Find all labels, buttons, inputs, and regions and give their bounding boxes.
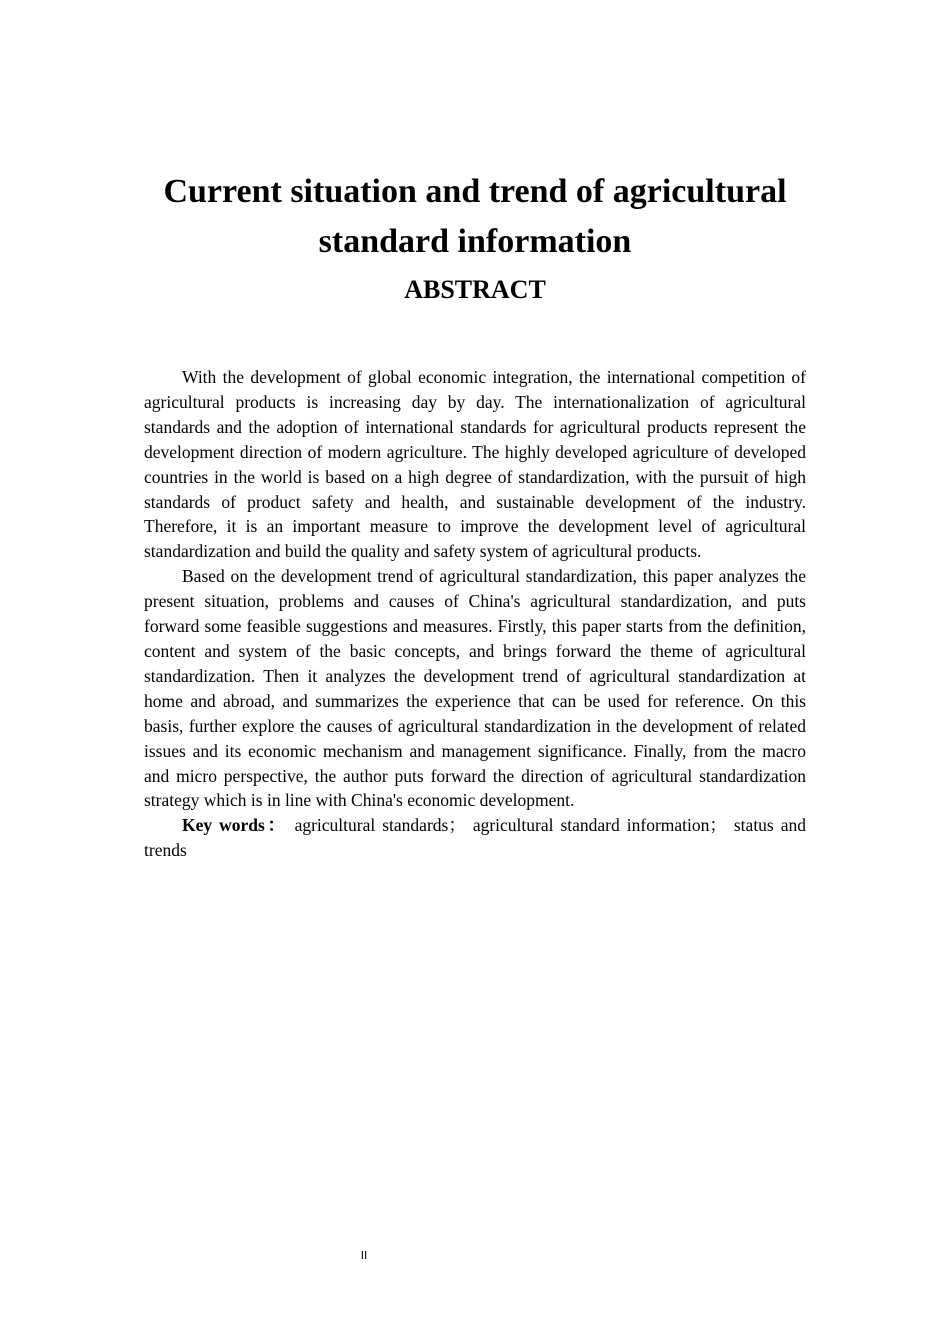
abstract-paragraph-2: Based on the development trend of agricultural standardization, this paper analyzes the present situation, problems and causes of China's agricultural standardization, and puts forward some feasible suggestions and measures. Firstly, this paper starts from the definition, content and system of the basic concepts, and brings forward the theme of agricultural standardization. Then it analyzes the development trend of agricultural standardization at home and abroad, and summarizes the experience that can be used for reference. On this basis, further explore the causes of agricultural standardization in the development of related issues and its economic mechanism and management significance. Finally, from the macro and micro perspective, the author puts forward the direction of agricultural standardization strategy which is in line with China's economic development. (144, 566, 806, 811)
keywords-text: agricultural standards； agricultural standard information； status and trends (144, 815, 807, 861)
abstract-heading: ABSTRACT (404, 275, 546, 304)
keywords-label: Key words： (182, 815, 288, 836)
abstract-paragraph-1: With the development of global economic integration, the international competition of agricultural products is increasing day by day. The internationalization of agricultural standards and the adoption of international standards for agricultural products represent the development direction of modern agriculture. The highly developed agriculture of developed countries in the world is based on a high degree of standardization, with the pursuit of high standards of product safety and health, and sustainable development of the industry. Therefore, it is an important measure to improve the development level of agricultural standardization and build the quality and safety system of agricultural products. (144, 367, 806, 562)
document-title: Current situation and trend of agricultural standard information (163, 173, 787, 260)
page-number: II (360, 1249, 368, 1262)
abstract-body (144, 365, 806, 863)
keywords-line (144, 813, 806, 863)
